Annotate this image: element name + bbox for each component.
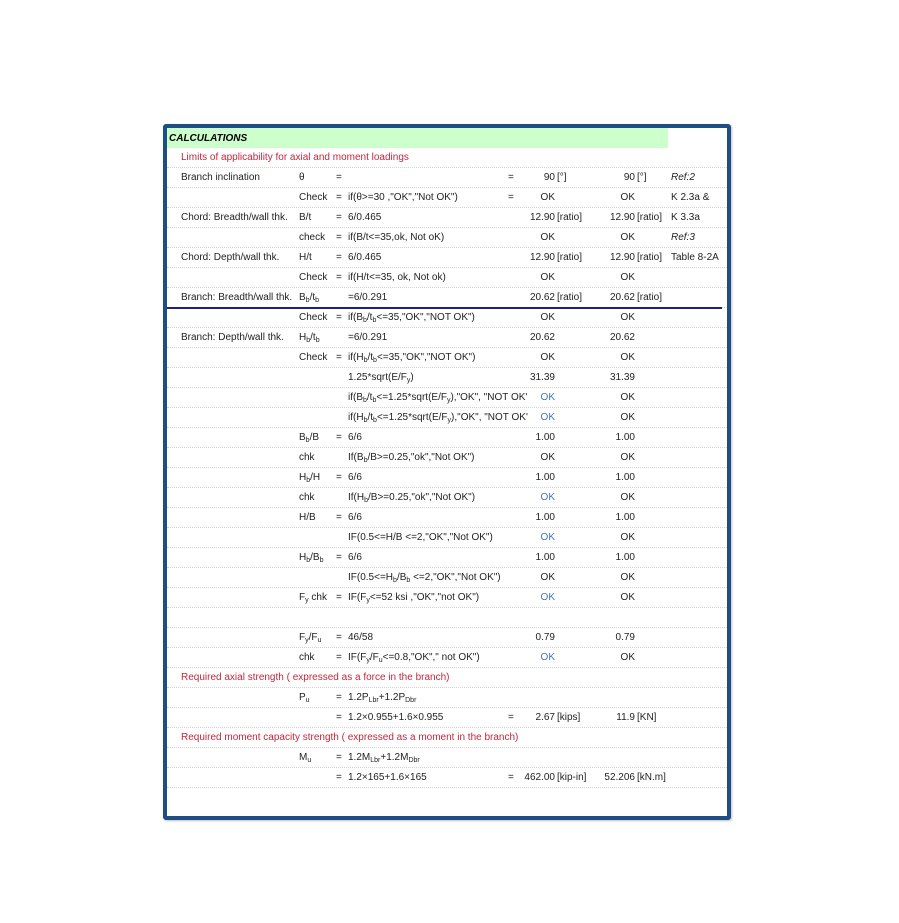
table-row: [167, 508, 727, 528]
row-label: Chord: Breadth/wall thk.: [181, 212, 288, 223]
unit-col1: [ratio]: [557, 292, 583, 303]
section-heading-row: [167, 148, 727, 168]
row-formula: $if(H_b/t_b<=35,"OK","NOT$ OK"): [348, 352, 476, 364]
equals-sign: =: [336, 692, 342, 703]
value-col2: OK: [620, 352, 635, 363]
row-formula: if(B/t<=35,ok, Not oK): [348, 232, 445, 243]
unit-col2: [ratio]: [637, 252, 663, 263]
value-col1: 20.62: [529, 292, 555, 303]
reference: K 2.3a &: [671, 192, 710, 203]
unit-col1: [°]: [557, 172, 567, 183]
value-col1: OK: [540, 532, 555, 543]
value-col1: 2.67: [535, 712, 555, 723]
table-row: [167, 608, 727, 628]
value-col2: OK: [620, 532, 635, 543]
unit-col2: [KN]: [637, 712, 657, 723]
row-formula: $if(H_b/t_b<=1.25*sqrt(E/F_y),"OK$", "NOT OK': [348, 412, 528, 424]
table-row: [167, 288, 727, 308]
equals-sign: =: [336, 752, 342, 763]
value-col2: OK: [620, 592, 635, 603]
value-col1: OK: [540, 272, 555, 283]
equals-sign: =: [508, 192, 514, 203]
equals-sign: =: [336, 192, 342, 203]
value-col1: OK: [540, 352, 555, 363]
table-row: [167, 408, 727, 428]
row-symbol: $P_u$: [299, 692, 310, 704]
unit-col1: [kip-in]: [557, 772, 587, 783]
row-symbol: $H_b/B_b$: [299, 552, 324, 564]
table-row: [167, 368, 727, 388]
value-col2: 20.62: [609, 332, 635, 343]
value-col2: 1.00: [615, 512, 635, 523]
value-col2: 12.90: [609, 212, 635, 223]
row-label: Branch inclination: [181, 172, 260, 183]
value-col2: 20.62: [609, 292, 635, 303]
row-formula: 1.2×0.955+1.6×0.955: [348, 712, 444, 723]
unit-col1: [ratio]: [557, 252, 583, 263]
value-col2: OK: [620, 412, 635, 423]
value-col1: OK: [540, 592, 555, 603]
equals-sign: =: [336, 432, 342, 443]
row-symbol: chk: [299, 652, 315, 663]
value-col2: OK: [620, 572, 635, 583]
reference: K 3.3a: [671, 212, 700, 223]
row-symbol: $H_b/t_b$: [299, 332, 320, 344]
value-col1: 12.90: [529, 212, 555, 223]
table-row: [167, 428, 727, 448]
value-col1: OK: [540, 492, 555, 503]
value-col1: OK: [540, 312, 555, 323]
value-col1: [519, 688, 555, 708]
table-row: [167, 548, 727, 568]
value-col2: 12.90: [609, 252, 635, 263]
value-col1: [519, 608, 555, 628]
value-col1: OK: [540, 652, 555, 663]
table-row: [167, 268, 727, 288]
section-heading: Required moment capacity strength ( expressed as a moment in the branch): [181, 732, 519, 743]
value-col1: OK: [540, 232, 555, 243]
table-row: [167, 348, 727, 368]
value-col1: 1.00: [535, 472, 555, 483]
row-formula: =6/0.291: [348, 332, 388, 343]
value-col1: [519, 748, 555, 768]
value-col1: OK: [540, 192, 555, 203]
table-row: [167, 188, 727, 208]
row-symbol: check: [299, 232, 326, 243]
table-row: [167, 388, 727, 408]
row-formula: $IF(F_y<=52$ ksi ,"OK","not OK"): [348, 592, 480, 604]
table-row: [167, 648, 727, 668]
value-col2: [597, 608, 635, 628]
table-row: [167, 588, 727, 608]
row-formula: $if(B_b/t_b<=35,"OK","NOT$ OK"): [348, 312, 475, 324]
reference: Ref:3: [671, 232, 695, 243]
table-row: [167, 448, 727, 468]
row-formula: 6/6: [348, 512, 362, 523]
value-col2: 1.00: [615, 432, 635, 443]
row-formula: $1.2M_{Lbr}+1.2M_{Dbr}$: [348, 752, 420, 764]
unit-col1: [kips]: [557, 712, 581, 723]
value-col2: 52.206: [604, 772, 635, 783]
row-symbol: Check: [299, 192, 328, 203]
row-formula: 6/6: [348, 552, 362, 563]
value-col2: OK: [620, 392, 635, 403]
table-row: [167, 768, 727, 788]
row-label: Branch: Depth/wall thk.: [181, 332, 284, 343]
unit-col2: [ratio]: [637, 212, 663, 223]
value-col1: 12.90: [529, 252, 555, 263]
equals-sign: =: [508, 712, 514, 723]
equals-sign: =: [336, 712, 342, 723]
row-formula: $1.2P_{Lbr}+1.2P_{Dbr}$: [348, 692, 417, 704]
equals-sign: =: [336, 552, 342, 563]
table-row: [167, 468, 727, 488]
table-row: [167, 168, 727, 188]
equals-sign: =: [336, 212, 342, 223]
value-col2: 11.9: [616, 712, 635, 723]
row-symbol: θ: [299, 172, 305, 183]
unit-col2: [ratio]: [637, 292, 663, 303]
equals-sign: =: [508, 172, 514, 183]
table-row: [167, 568, 727, 588]
value-col2: OK: [620, 272, 635, 283]
value-col1: 0.79: [535, 632, 555, 643]
equals-sign: =: [508, 772, 514, 783]
value-col1: 1.00: [535, 552, 555, 563]
reference: Ref:2: [671, 172, 695, 183]
row-symbol: $M_u$: [299, 752, 312, 764]
value-col1: 90: [543, 172, 555, 183]
unit-col2: [°]: [637, 172, 647, 183]
row-formula: $if(B_b/t_b<=1.25*sqrt(E/F_y),"OK$", "NOT OK': [348, 392, 528, 404]
section-heading: Required axial strength ( expressed as a force in the branch): [181, 672, 450, 683]
row-label: Branch: Breadth/wall thk.: [181, 292, 293, 303]
row-symbol: Check: [299, 352, 328, 363]
unit-col2: [kN.m]: [637, 772, 666, 783]
calculations-header: CALCULATIONS: [167, 128, 668, 148]
row-formula: 46/58: [348, 632, 374, 643]
unit-col1: [ratio]: [557, 212, 583, 223]
equals-sign: =: [336, 772, 342, 783]
row-symbol: $F_y$ chk: [299, 592, 327, 604]
value-col2: [597, 748, 635, 768]
row-symbol: $B_b/t_b$: [299, 292, 320, 304]
table-row: [167, 208, 727, 228]
table-row: [167, 328, 727, 348]
value-col2: 90: [623, 172, 635, 183]
equals-sign: =: [336, 352, 342, 363]
value-col2: OK: [620, 652, 635, 663]
table-row: [167, 308, 727, 328]
row-symbol: $H_b/H$: [299, 472, 321, 484]
row-symbol: H/B: [299, 512, 316, 523]
value-col2: [597, 688, 635, 708]
row-formula: =6/0.291: [348, 292, 388, 303]
equals-sign: =: [336, 232, 342, 243]
equals-sign: =: [336, 312, 342, 323]
row-formula: if(H/t<=35, ok, Not ok): [348, 272, 446, 283]
value-col2: 1.00: [615, 472, 635, 483]
row-symbol: $B_b/B$: [299, 432, 320, 444]
equals-sign: =: [336, 592, 342, 603]
table-row: [167, 488, 727, 508]
value-col1: OK: [540, 412, 555, 423]
reference: Table 8-2A: [671, 252, 719, 263]
table-row: [167, 228, 727, 248]
row-formula: $If(B_b/B>=0.25,"ok","Not$ OK"): [348, 452, 475, 464]
equals-sign: =: [336, 472, 342, 483]
row-formula: $IF(F_y/F_u<=0.8,"OK$"," not OK"): [348, 652, 480, 664]
table-row: [167, 248, 727, 268]
section-heading-row: [167, 668, 727, 688]
value-col1: 1.00: [535, 432, 555, 443]
equals-sign: =: [336, 652, 342, 663]
row-symbol: chk: [299, 492, 315, 503]
row-symbol: $F_y/F_u$: [299, 632, 322, 644]
value-col1: 20.62: [529, 332, 555, 343]
row-symbol: chk: [299, 452, 315, 463]
value-col2: OK: [620, 492, 635, 503]
value-col2: 31.39: [609, 372, 635, 383]
table-row: [167, 628, 727, 648]
row-formula: IF(0.5<=H/B <=2,"OK","Not OK"): [348, 532, 493, 543]
value-col1: 31.39: [529, 372, 555, 383]
value-col2: OK: [620, 452, 635, 463]
value-col1: 1.00: [535, 512, 555, 523]
equals-sign: =: [336, 512, 342, 523]
equals-sign: =: [336, 632, 342, 643]
row-formula: if(θ>=30 ,"OK","Not OK"): [348, 192, 458, 203]
equals-sign: =: [336, 172, 342, 183]
value-col1: OK: [540, 572, 555, 583]
section-heading-row: [167, 728, 727, 748]
section-heading: Limits of applicability for axial and moment loadings: [181, 152, 409, 163]
calculation-sheet: [163, 124, 731, 820]
row-formula: $If(H_b/B>=0.25,"ok","Not$ OK"): [348, 492, 476, 504]
value-col2: OK: [620, 192, 635, 203]
value-col2: OK: [620, 312, 635, 323]
equals-sign: =: [336, 252, 342, 263]
value-col1: 462.00: [524, 772, 555, 783]
row-symbol: B/t: [299, 212, 312, 223]
value-col2: 1.00: [615, 552, 635, 563]
value-col1: OK: [540, 392, 555, 403]
row-symbol: Check: [299, 312, 328, 323]
row-formula: 6/0.465: [348, 212, 382, 223]
table-row: [167, 688, 727, 708]
value-col2: OK: [620, 232, 635, 243]
table-row: [167, 528, 727, 548]
row-symbol: H/t: [299, 252, 312, 263]
equals-sign: =: [336, 272, 342, 283]
row-formula: 6/6: [348, 472, 362, 483]
value-col2: 0.79: [615, 632, 635, 643]
table-row: [167, 748, 727, 768]
row-formula: 6/0.465: [348, 252, 382, 263]
value-col1: OK: [540, 452, 555, 463]
row-formula: $IF(0.5<=H_b/B_b$ <=2,"OK","Not OK"): [348, 572, 501, 584]
row-formula: 1.2×165+1.6×165: [348, 772, 427, 783]
row-formula: $1.25*sqrt(E/F_y)$: [348, 372, 414, 384]
row-symbol: Check: [299, 272, 328, 283]
row-formula: 6/6: [348, 432, 362, 443]
row-label: Chord: Depth/wall thk.: [181, 252, 280, 263]
table-row: [167, 708, 727, 728]
